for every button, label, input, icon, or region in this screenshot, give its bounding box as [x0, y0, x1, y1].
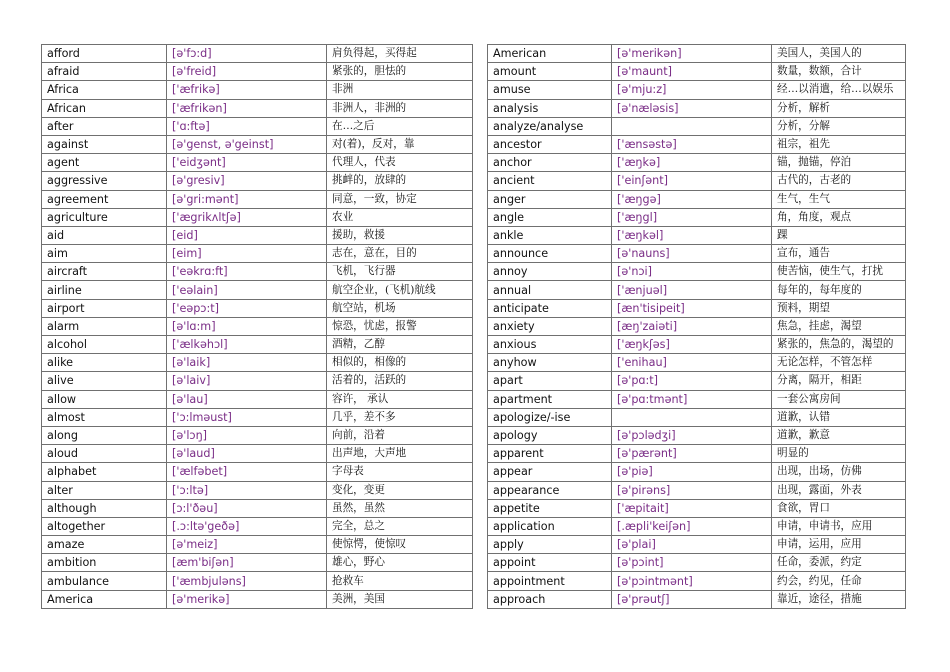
word-cell: ancestor — [488, 135, 612, 153]
meaning-cell: 肩负得起，买得起 — [327, 45, 473, 63]
table-row — [42, 445, 473, 463]
meaning-cell: 道歉，歉意 — [772, 426, 906, 444]
phonetic-cell — [612, 117, 772, 135]
phonetic-cell: [eid] — [167, 226, 327, 244]
phonetic-cell: ['æŋgə] — [612, 190, 772, 208]
word-cell: against — [42, 135, 167, 153]
meaning-cell: 酒精，乙醇 — [327, 336, 473, 354]
table-row — [488, 117, 906, 135]
phonetic-cell: ['æpitait] — [612, 499, 772, 517]
meaning-cell: 约会，约见，任命 — [772, 572, 906, 590]
table-row — [488, 135, 906, 153]
word-cell: anxiety — [488, 317, 612, 335]
meaning-cell: 生气，生气 — [772, 190, 906, 208]
meaning-cell: 代理人，代表 — [327, 154, 473, 172]
meaning-cell: 道歉，认错 — [772, 408, 906, 426]
meaning-cell: 紧张的，胆怯的 — [327, 63, 473, 81]
phonetic-cell: [ə'freid] — [167, 63, 327, 81]
phonetic-cell: [æŋ'zaiəti] — [612, 317, 772, 335]
meaning-cell: 明显的 — [772, 445, 906, 463]
phonetic-cell: [ə'lɑ:m] — [167, 317, 327, 335]
phonetic-cell: [ə'plai] — [612, 536, 772, 554]
meaning-cell: 分离，隔开，相距 — [772, 372, 906, 390]
table-row — [42, 154, 473, 172]
table-row — [488, 299, 906, 317]
phonetic-cell: [ə'lɔŋ] — [167, 426, 327, 444]
word-cell: Africa — [42, 81, 167, 99]
table-row — [488, 517, 906, 535]
phonetic-cell: [ə'pɑ:t] — [612, 372, 772, 390]
table-row — [488, 426, 906, 444]
word-cell: airline — [42, 281, 167, 299]
phonetic-cell: [ə'meiz] — [167, 536, 327, 554]
vocab-table-left — [41, 44, 473, 609]
table-row — [42, 299, 473, 317]
table-row — [42, 317, 473, 335]
table-row — [42, 45, 473, 63]
meaning-cell: 惊恐，忧虑，报警 — [327, 317, 473, 335]
meaning-cell: 预料，期望 — [772, 299, 906, 317]
phonetic-cell: [ə'pærənt] — [612, 445, 772, 463]
table-row — [488, 408, 906, 426]
phonetic-cell: ['æfrikən] — [167, 99, 327, 117]
word-cell: alarm — [42, 317, 167, 335]
meaning-cell: 同意，一致，协定 — [327, 190, 473, 208]
table-row — [42, 281, 473, 299]
phonetic-cell: [ə'pɔlədʒi] — [612, 426, 772, 444]
meaning-cell: 美洲，美国 — [327, 590, 473, 608]
word-cell: anger — [488, 190, 612, 208]
meaning-cell: 抢救车 — [327, 572, 473, 590]
word-cell: ambition — [42, 554, 167, 572]
phonetic-cell: ['æŋgl] — [612, 208, 772, 226]
word-cell: anxious — [488, 336, 612, 354]
meaning-cell: 相似的，相像的 — [327, 354, 473, 372]
word-cell: application — [488, 517, 612, 535]
word-cell: anyhow — [488, 354, 612, 372]
phonetic-cell: [ə'genst, ə'geinst] — [167, 135, 327, 153]
phonetic-cell: ['eidʒənt] — [167, 154, 327, 172]
word-cell: aim — [42, 245, 167, 263]
word-cell: alphabet — [42, 463, 167, 481]
phonetic-cell: [.ɔ:ltə'geðə] — [167, 517, 327, 535]
word-cell: alcohol — [42, 336, 167, 354]
word-cell: appointment — [488, 572, 612, 590]
meaning-cell: 申请，申请书，应用 — [772, 517, 906, 535]
word-cell: amuse — [488, 81, 612, 99]
meaning-cell: 飞机，飞行器 — [327, 263, 473, 281]
meaning-cell: 出声地，大声地 — [327, 445, 473, 463]
phonetic-cell: [ə'merikən] — [612, 45, 772, 63]
phonetic-cell: ['ælkəhɔl] — [167, 336, 327, 354]
word-cell: announce — [488, 245, 612, 263]
table-row — [488, 445, 906, 463]
phonetic-cell: ['ænjuəl] — [612, 281, 772, 299]
table-row — [488, 245, 906, 263]
meaning-cell: 踝 — [772, 226, 906, 244]
table-row — [488, 336, 906, 354]
word-cell: appearance — [488, 481, 612, 499]
phonetic-cell: ['ɔ:lməust] — [167, 408, 327, 426]
phonetic-cell: ['ɔ:ltə] — [167, 481, 327, 499]
meaning-cell: 航空企业，(飞机)航线 — [327, 281, 473, 299]
word-cell: afraid — [42, 63, 167, 81]
word-cell: after — [42, 117, 167, 135]
phonetic-cell: [ə'laud] — [167, 445, 327, 463]
word-cell: agriculture — [42, 208, 167, 226]
word-cell: annual — [488, 281, 612, 299]
phonetic-cell: [ə'pirəns] — [612, 481, 772, 499]
phonetic-cell: ['enihau] — [612, 354, 772, 372]
phonetic-cell: [ə'pɔintmənt] — [612, 572, 772, 590]
phonetic-cell: [æn'tisipeit] — [612, 299, 772, 317]
word-cell: aloud — [42, 445, 167, 463]
meaning-cell: 雄心，野心 — [327, 554, 473, 572]
word-cell: approach — [488, 590, 612, 608]
phonetic-cell: [ə'merikə] — [167, 590, 327, 608]
phonetic-cell: ['einʃənt] — [612, 172, 772, 190]
phonetic-cell: [ə'prəutʃ] — [612, 590, 772, 608]
phonetic-cell: [ə'pɔint] — [612, 554, 772, 572]
table-row — [42, 517, 473, 535]
vocab-table-left-body — [42, 45, 473, 609]
phonetic-cell: ['æŋkə] — [612, 154, 772, 172]
table-row — [42, 99, 473, 117]
word-cell: alive — [42, 372, 167, 390]
table-row — [42, 554, 473, 572]
word-cell: along — [42, 426, 167, 444]
meaning-cell: 锚，抛锚，停泊 — [772, 154, 906, 172]
meaning-cell: 焦急，挂虑，渴望 — [772, 317, 906, 335]
table-row — [42, 354, 473, 372]
table-row — [488, 99, 906, 117]
table-row — [488, 317, 906, 335]
table-row — [42, 226, 473, 244]
meaning-cell: 航空站，机场 — [327, 299, 473, 317]
table-row — [488, 190, 906, 208]
table-row — [488, 45, 906, 63]
table-row — [42, 499, 473, 517]
table-row — [42, 190, 473, 208]
table-row — [488, 481, 906, 499]
table-row — [42, 208, 473, 226]
word-cell: analyze/analyse — [488, 117, 612, 135]
meaning-cell: 无论怎样，不管怎样 — [772, 354, 906, 372]
meaning-cell: 活着的，活跃的 — [327, 372, 473, 390]
meaning-cell: 容许， 承认 — [327, 390, 473, 408]
word-cell: anticipate — [488, 299, 612, 317]
phonetic-cell: [ə'pɑ:tmənt] — [612, 390, 772, 408]
meaning-cell: 一套公寓房间 — [772, 390, 906, 408]
meaning-cell: 字母表 — [327, 463, 473, 481]
phonetic-cell: ['ægrikʌltʃə] — [167, 208, 327, 226]
meaning-cell: 非洲 — [327, 81, 473, 99]
table-row — [488, 172, 906, 190]
table-row — [42, 372, 473, 390]
word-cell: airport — [42, 299, 167, 317]
table-row — [42, 336, 473, 354]
meaning-cell: 农业 — [327, 208, 473, 226]
word-cell: apologize/-ise — [488, 408, 612, 426]
phonetic-cell: ['ɑ:ftə] — [167, 117, 327, 135]
meaning-cell: 几乎，差不多 — [327, 408, 473, 426]
meaning-cell: 对(着)，反对，靠 — [327, 135, 473, 153]
meaning-cell: 数量，数额，合计 — [772, 63, 906, 81]
word-cell: aid — [42, 226, 167, 244]
word-cell: annoy — [488, 263, 612, 281]
word-cell: appear — [488, 463, 612, 481]
phonetic-cell: [ə'gri:mənt] — [167, 190, 327, 208]
table-row — [42, 172, 473, 190]
word-cell: anchor — [488, 154, 612, 172]
word-cell: appetite — [488, 499, 612, 517]
meaning-cell: 援助，救援 — [327, 226, 473, 244]
word-cell: allow — [42, 390, 167, 408]
word-cell: apparent — [488, 445, 612, 463]
word-cell: amaze — [42, 536, 167, 554]
table-row — [42, 263, 473, 281]
table-row — [488, 208, 906, 226]
phonetic-cell: [ə'maunt] — [612, 63, 772, 81]
meaning-cell: 任命，委派，约定 — [772, 554, 906, 572]
table-row — [488, 554, 906, 572]
meaning-cell: 分析，解析 — [772, 99, 906, 117]
phonetic-cell: [.æpli'keiʃən] — [612, 517, 772, 535]
word-cell: analysis — [488, 99, 612, 117]
word-cell: ancient — [488, 172, 612, 190]
word-cell: African — [42, 99, 167, 117]
meaning-cell: 在…之后 — [327, 117, 473, 135]
meaning-cell: 分析，分解 — [772, 117, 906, 135]
meaning-cell: 美国人，美国人的 — [772, 45, 906, 63]
meaning-cell: 宣布，通告 — [772, 245, 906, 263]
table-row — [42, 408, 473, 426]
table-row — [488, 572, 906, 590]
word-cell: appoint — [488, 554, 612, 572]
phonetic-cell: [ə'lau] — [167, 390, 327, 408]
phonetic-cell: [ə'næləsis] — [612, 99, 772, 117]
word-cell: aggressive — [42, 172, 167, 190]
meaning-cell: 经…以消遣，给…以娱乐 — [772, 81, 906, 99]
phonetic-cell: [ə'fɔ:d] — [167, 45, 327, 63]
table-row — [488, 372, 906, 390]
meaning-cell: 祖宗，祖先 — [772, 135, 906, 153]
table-row — [42, 135, 473, 153]
vocab-table-right-body — [488, 45, 906, 609]
phonetic-cell: ['eəkrɑ:ft] — [167, 263, 327, 281]
phonetic-cell: ['æfrikə] — [167, 81, 327, 99]
table-row — [488, 463, 906, 481]
word-cell: American — [488, 45, 612, 63]
table-row — [42, 536, 473, 554]
word-cell: although — [42, 499, 167, 517]
word-cell: alter — [42, 481, 167, 499]
meaning-cell: 紧张的，焦急的，渴望的 — [772, 336, 906, 354]
meaning-cell: 挑衅的，放肆的 — [327, 172, 473, 190]
meaning-cell: 靠近，途径，措施 — [772, 590, 906, 608]
word-cell: angle — [488, 208, 612, 226]
table-row — [488, 263, 906, 281]
meaning-cell: 完全，总之 — [327, 517, 473, 535]
phonetic-cell: ['æŋkəl] — [612, 226, 772, 244]
word-cell: ankle — [488, 226, 612, 244]
word-cell: apart — [488, 372, 612, 390]
phonetic-cell: [ə'laik] — [167, 354, 327, 372]
phonetic-cell: ['eəpɔ:t] — [167, 299, 327, 317]
table-row — [42, 81, 473, 99]
table-row — [42, 390, 473, 408]
table-row — [488, 354, 906, 372]
meaning-cell: 使苦恼，使生气，打扰 — [772, 263, 906, 281]
meaning-cell: 出现，出场，仿佛 — [772, 463, 906, 481]
meaning-cell: 非洲人，非洲的 — [327, 99, 473, 117]
word-cell: agent — [42, 154, 167, 172]
word-cell: apology — [488, 426, 612, 444]
word-cell: apply — [488, 536, 612, 554]
phonetic-cell: ['æŋkʃəs] — [612, 336, 772, 354]
phonetic-cell: ['ælfəbet] — [167, 463, 327, 481]
meaning-cell: 申请，运用，应用 — [772, 536, 906, 554]
phonetic-cell: [ə'piə] — [612, 463, 772, 481]
table-row — [42, 245, 473, 263]
word-cell: apartment — [488, 390, 612, 408]
table-row — [488, 499, 906, 517]
table-row — [42, 117, 473, 135]
table-row — [488, 390, 906, 408]
phonetic-cell: [æm'biʃən] — [167, 554, 327, 572]
table-row — [42, 463, 473, 481]
word-cell: almost — [42, 408, 167, 426]
table-row — [42, 572, 473, 590]
phonetic-cell: [ə'laiv] — [167, 372, 327, 390]
phonetic-cell: [eim] — [167, 245, 327, 263]
table-row — [42, 426, 473, 444]
phonetic-cell: [ɔ:l'ðəu] — [167, 499, 327, 517]
table-row — [42, 481, 473, 499]
phonetic-cell: ['ænsəstə] — [612, 135, 772, 153]
vocab-table-right — [487, 44, 906, 609]
word-cell: amount — [488, 63, 612, 81]
phonetic-cell: [ə'mju:z] — [612, 81, 772, 99]
table-row — [488, 281, 906, 299]
meaning-cell: 出现，露面，外表 — [772, 481, 906, 499]
table-row — [488, 63, 906, 81]
word-cell: ambulance — [42, 572, 167, 590]
meaning-cell: 虽然，虽然 — [327, 499, 473, 517]
meaning-cell: 志在，意在，目的 — [327, 245, 473, 263]
table-row — [488, 81, 906, 99]
table-row — [42, 63, 473, 81]
meaning-cell: 每年的，每年度的 — [772, 281, 906, 299]
word-cell: alike — [42, 354, 167, 372]
word-cell: agreement — [42, 190, 167, 208]
phonetic-cell — [612, 408, 772, 426]
word-cell: America — [42, 590, 167, 608]
table-row — [488, 154, 906, 172]
meaning-cell: 变化，变更 — [327, 481, 473, 499]
meaning-cell: 角，角度，观点 — [772, 208, 906, 226]
phonetic-cell: ['æmbjuləns] — [167, 572, 327, 590]
phonetic-cell: [ə'nɔi] — [612, 263, 772, 281]
phonetic-cell: [ə'gresiv] — [167, 172, 327, 190]
table-row — [488, 536, 906, 554]
table-row — [42, 590, 473, 608]
table-row — [488, 226, 906, 244]
word-cell: afford — [42, 45, 167, 63]
phonetic-cell: [ə'nauns] — [612, 245, 772, 263]
word-cell: altogether — [42, 517, 167, 535]
meaning-cell: 使惊愕，使惊叹 — [327, 536, 473, 554]
phonetic-cell: ['eəlain] — [167, 281, 327, 299]
meaning-cell: 食欲，胃口 — [772, 499, 906, 517]
table-row — [488, 590, 906, 608]
meaning-cell: 向前，沿着 — [327, 426, 473, 444]
meaning-cell: 古代的，古老的 — [772, 172, 906, 190]
word-cell: aircraft — [42, 263, 167, 281]
